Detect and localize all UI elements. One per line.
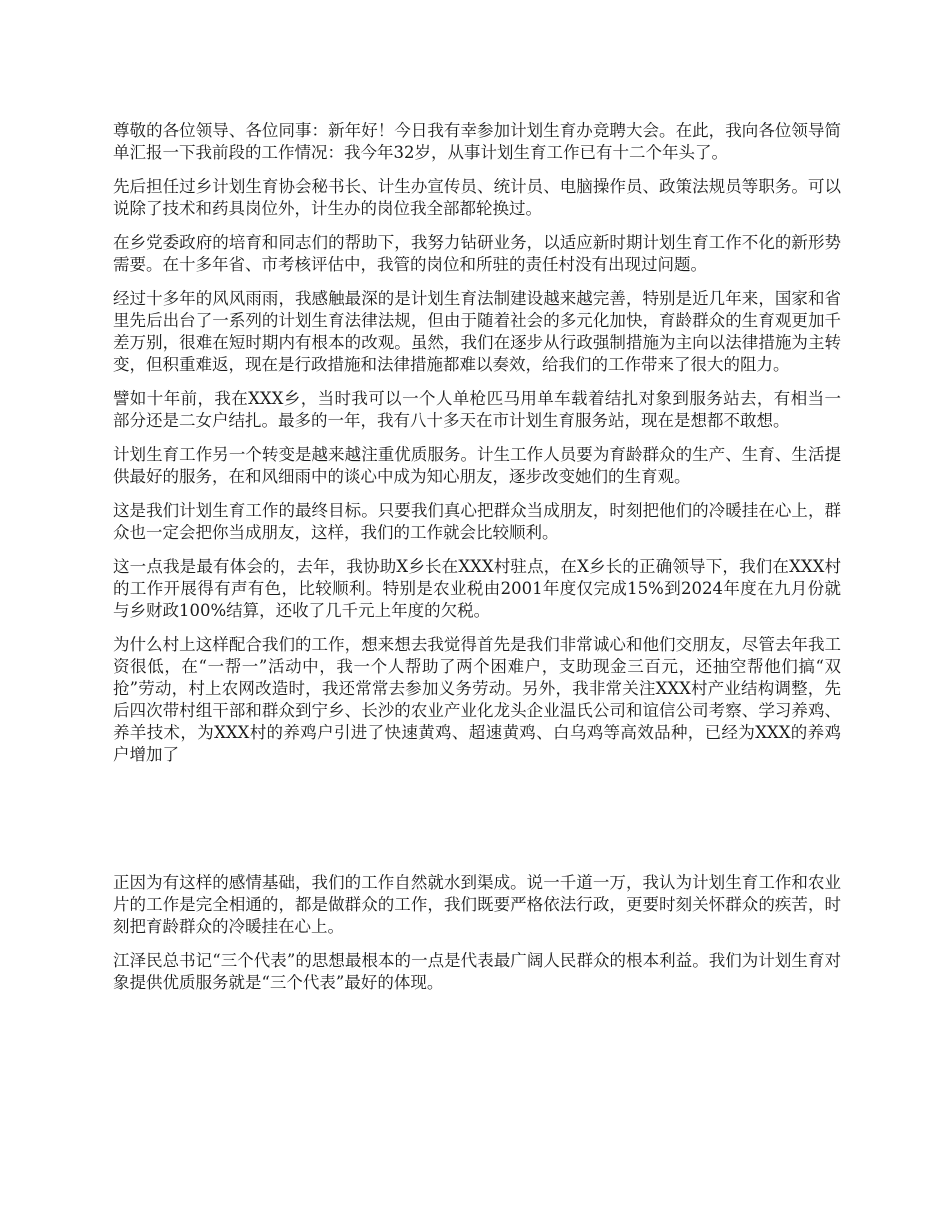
paragraph-past-example: 譬如十年前，我在XXX乡，当时我可以一个人单枪匹马用单车载着结扎对象到服务站去，有相当一部分还是二女户结扎。最多的一年，我有八十多天在市计划生育服务站，现在是想都不敢想。: [113, 389, 841, 430]
paragraph-experience: 这一点我是最有体会的，去年，我协助X乡长在XXX村驻点，在X乡长的正确领导下，我们在XXX村的工作开展得有声有色，比较顺利。特别是农业税由2001年度仅完成15%到2024年度在九月份就与乡财政100%结算，还收了几千元上年度的欠税。: [113, 557, 841, 620]
paragraph-greeting: 尊敬的各位领导、各位同事：新年好！今日我有幸参加计划生育办竞聘大会。在此，我向各位领导简单汇报一下我前段的工作情况：我今年32岁，从事计划生育工作已有十二个年头了。: [113, 121, 841, 162]
paragraph-three-represents: 江泽民总书记“三个代表”的思想最根本的一点是代表最广阔人民群众的根本利益。我们为计划生育对象提供优质服务就是“三个代表”最好的体现。: [113, 951, 841, 992]
paragraph-legal-changes: 经过十多年的风风雨雨，我感触最深的是计划生育法制建设越来越完善，特别是近几年来，国家和省里先后出台了一系列的计划生育法律法规，但由于随着社会的多元化加快，育龄群众的生育观更加千差万别，很难在短时期内有根本的改观。虽然，我们在逐步从行政强制措施为主向以法律措施为主转变，但积重难返，现在是行政措施和法律措施都难以奏效，给我们的工作带来了很大的阻力。: [113, 289, 841, 374]
paragraph-training: 在乡党委政府的培育和同志们的帮助下，我努力钻研业务，以适应新时期计划生育工作不化的新形势需要。在十多年省、市考核评估中，我管的岗位和所驻的责任村没有出现过问题。: [113, 233, 841, 274]
paragraph-final-goal: 这是我们计划生育工作的最终目标。只要我们真心把群众当成朋友，时刻把他们的冷暖挂在心上，群众也一定会把你当成朋友，这样，我们的工作就会比较顺利。: [113, 501, 841, 542]
paragraph-positions: 先后担任过乡计划生育协会秘书长、计生办宣传员、统计员、电脑操作员、政策法规员等职务。可以说除了技术和药具岗位外，计生办的岗位我全部都轮换过。: [113, 177, 841, 218]
paragraph-cooperation: 为什么村上这样配合我们的工作，想来想去我觉得首先是我们非常诚心和他们交朋友，尽管去年我工资很低，在“一帮一”活动中，我一个人帮助了两个困难户，支助现金三百元，还抽空帮他们搞“双抢”劳动，村上农网改造时，我还常常去参加义务劳动。另外，我非常关注XXX村产业结构调整，先后四次带村组干部和群众到宁乡、长沙的农业产业化龙头企业温氏公司和谊信公司考察、学习养鸡、养羊技术，为XXX村的养鸡户引进了快速黄鸡、超速黄鸡、白乌鸡等高效品种，已经为XXX的养鸡户增加了: [113, 635, 841, 764]
paragraph-foundation: 正因为有这样的感情基础，我们的工作自然就水到渠成。说一千道一万，我认为计划生育工作和农业片的工作是完全相通的，都是做群众的工作，我们既要严格依法行政，更要时刻关怀群众的疾苦，时刻把育龄群众的冷暖挂在心上。: [113, 873, 841, 936]
document-body: [113, 120, 841, 1006]
paragraph-gap: [113, 778, 841, 872]
paragraph-quality-service: 计划生育工作另一个转变是越来越注重优质服务。计生工作人员要为育龄群众的生产、生育、生活提供最好的服务，在和风细雨中的谈心中成为知心朋友，逐步改变她们的生育观。: [113, 445, 841, 486]
